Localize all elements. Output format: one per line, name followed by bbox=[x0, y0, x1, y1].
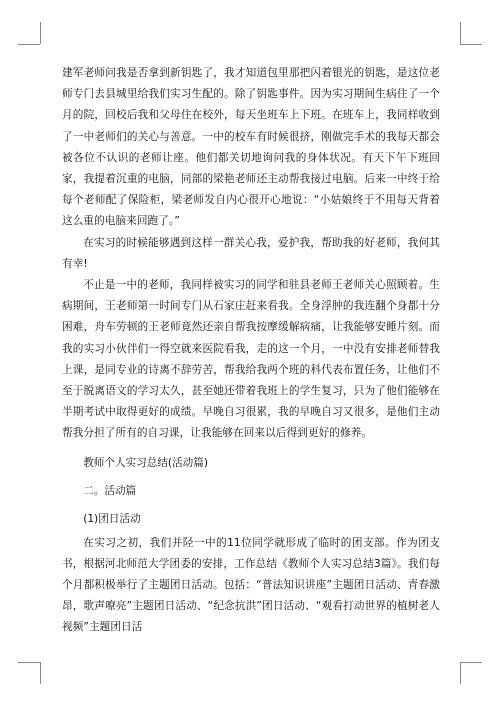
crop-mark-top-left-vertical bbox=[40, 22, 41, 44]
crop-mark-bottom-left-horizontal bbox=[18, 662, 40, 663]
crop-mark-top-right-vertical bbox=[460, 22, 461, 44]
crop-mark-top-left-horizontal bbox=[18, 44, 40, 45]
crop-mark-bottom-right-vertical bbox=[460, 662, 461, 684]
body-paragraph-classmates: 不止是一中的老师，我同样被实习的同学和驻县老师王老师关心照顾着。生病期间，王老师第一时间专门从石家庄赶来看我。全身浮肿的我连翻个身都十分困难，舟车劳顿的王老师竟然还亲自帮我按摩缓解病痛，让我能够安睡片刻。而我的实习小伙伴们一得空就来医院看我，走的这一个月，一中没有安排老师替我上课，是同专业的诗离不辞劳苦，帮我给我两个班的科代表布置任务，让他们不至于脱离语文的学习太久，甚至她还带着我班上的学生复习，只为了他们能够在半期考试中取得更好的成绩。早晚自习很累，我的早晚自习又很多，是他们主动帮我分担了所有的自习课，让我能够在回来以后得到更好的修养。 bbox=[62, 279, 440, 440]
section-title: 教师个人实习总结(活动篇) bbox=[83, 456, 208, 469]
body-paragraph-league-activities: 在实习之初，我们并陉一中的11位同学就形成了临时的团支部。作为团支书，根据河北师范大学团委的安排，工作总结《教师个人实习总结3篇》。我们每个月都积极举行了主题团日活动。包括：“普法知识讲座”主题团日活动、青春激昂，歌声嘹亮”主题团日活动、“纪念抗洪”团日活动、“观看打动世界的植树老人视频”主题团日活 bbox=[62, 536, 440, 634]
crop-mark-bottom-right-horizontal bbox=[460, 662, 482, 663]
document-body bbox=[62, 63, 440, 639]
body-paragraph-gratitude: 在实习的时候能够遇到这样一群关心我，爱护我，帮助我的好老师，我何其有幸! bbox=[62, 236, 440, 270]
crop-mark-top-right-horizontal bbox=[460, 44, 482, 45]
section-heading: 二。活动篇 bbox=[83, 484, 137, 497]
subsection-heading: (1)团日活动 bbox=[83, 512, 141, 525]
crop-mark-bottom-left-vertical bbox=[40, 662, 41, 684]
body-paragraph-continuation: 建军老师问我是否拿到新钥匙了，我才知道包里那把闪着银光的钥匙，是这位老师专门去县城里给我们实习生配的。除了钥匙事件。因为实习期间生病住了一个月的院，回校后我和父母住在校外，每天坐班车上下班。在班车上，我同样收到了一中老师们的关心与善意。一中的校车有时候很挤，刚做完手术的我每天都会被各位不认识的老师让座。他们都关切地询问我的身体状况。有天下午下班回家，我提着沉重的电脑，同部的梁艳老师还主动帮我接过电脑。后来一中终于给每个老师配了保险柜，梁老师发自内心很开心地说：“小姑娘终于不用每天背着这么重的电脑来回跑了。” bbox=[62, 67, 440, 228]
